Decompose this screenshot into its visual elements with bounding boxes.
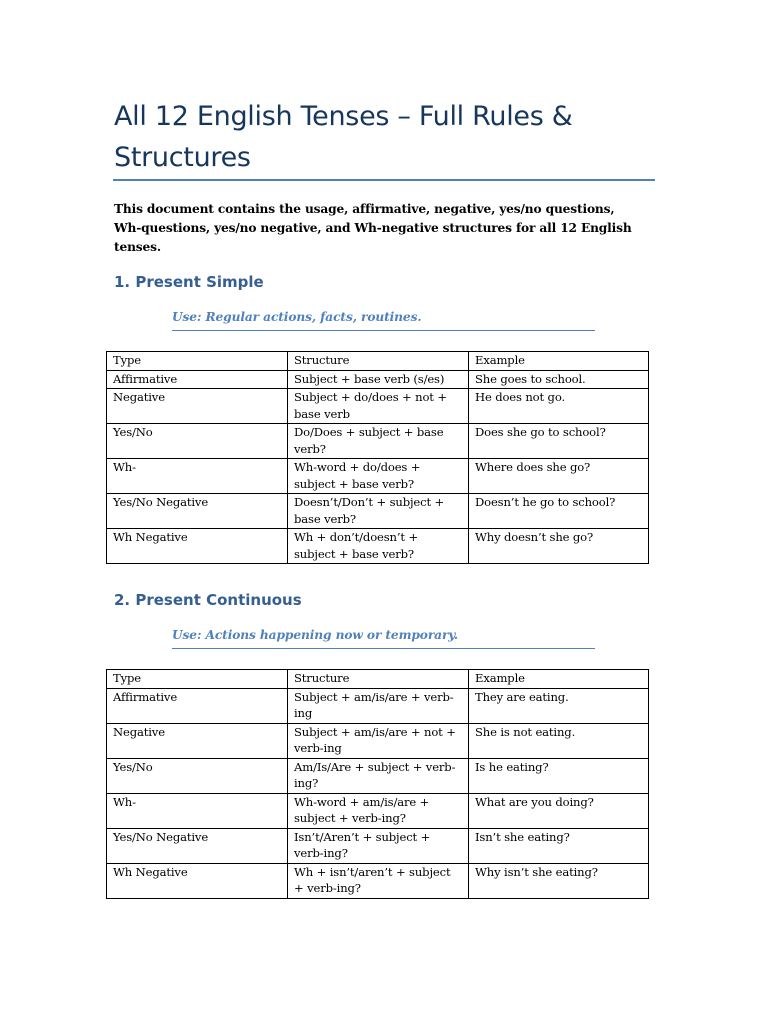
structure-cell: Doesn’t/Don’t + subject + base verb? <box>288 494 469 529</box>
column-header-example: Example <box>469 670 649 689</box>
table-row <box>107 389 649 424</box>
structure-cell: Am/Is/Are + subject + verb-ing? <box>288 758 469 793</box>
table-row <box>107 459 649 494</box>
structure-cell: Subject + base verb (s/es) <box>288 370 469 389</box>
column-header-type: Type <box>107 670 288 689</box>
table-header-row <box>107 670 649 689</box>
type-cell: Yes/No <box>107 424 288 459</box>
structure-cell: Do/Does + subject + base verb? <box>288 424 469 459</box>
column-header-example: Example <box>469 352 649 371</box>
column-header-type: Type <box>107 352 288 371</box>
table-row <box>107 688 649 723</box>
structure-table-present-continuous <box>106 669 649 899</box>
type-cell: Wh Negative <box>107 863 288 898</box>
example-cell: Doesn’t he go to school? <box>469 494 649 529</box>
table-row <box>107 529 649 564</box>
example-cell: He does not go. <box>469 389 649 424</box>
table-row <box>107 370 649 389</box>
type-cell: Affirmative <box>107 688 288 723</box>
example-cell: She goes to school. <box>469 370 649 389</box>
section-heading-present-simple: 1. Present Simple <box>114 273 264 291</box>
type-cell: Negative <box>107 389 288 424</box>
type-cell: Negative <box>107 723 288 758</box>
usage-note-present-simple: Use: Regular actions, facts, routines. <box>172 309 595 331</box>
table-row <box>107 793 649 828</box>
structure-cell: Subject + do/does + not + base verb <box>288 389 469 424</box>
type-cell: Yes/No <box>107 758 288 793</box>
structure-cell: Wh + don’t/doesn’t + subject + base verb? <box>288 529 469 564</box>
example-cell: Why doesn’t she go? <box>469 529 649 564</box>
column-header-structure: Structure <box>288 670 469 689</box>
type-cell: Yes/No Negative <box>107 828 288 863</box>
title-divider <box>113 179 655 181</box>
table-row <box>107 424 649 459</box>
table-row <box>107 758 649 793</box>
column-header-structure: Structure <box>288 352 469 371</box>
structure-cell: Subject + am/is/are + verb-ing <box>288 688 469 723</box>
type-cell: Wh- <box>107 459 288 494</box>
example-cell: Does she go to school? <box>469 424 649 459</box>
structure-cell: Subject + am/is/are + not + verb-ing <box>288 723 469 758</box>
type-cell: Yes/No Negative <box>107 494 288 529</box>
example-cell: Isn’t she eating? <box>469 828 649 863</box>
table-header-row <box>107 352 649 371</box>
intro-paragraph: This document contains the usage, affirmative, negative, yes/no questions, Wh-questions, yes/no negative, and Wh-negative structures for all 12 English tenses. <box>114 202 632 254</box>
table-row <box>107 723 649 758</box>
document-title: All 12 English Tenses – Full Rules & Structures <box>114 101 573 173</box>
example-cell: What are you doing? <box>469 793 649 828</box>
example-cell: Is he eating? <box>469 758 649 793</box>
example-cell: Why isn’t she eating? <box>469 863 649 898</box>
structure-cell: Isn’t/Aren’t + subject + verb-ing? <box>288 828 469 863</box>
table-row <box>107 863 649 898</box>
structure-table-present-simple <box>106 351 649 564</box>
table-row <box>107 828 649 863</box>
usage-note-present-continuous: Use: Actions happening now or temporary. <box>172 627 595 649</box>
section-heading-present-continuous: 2. Present Continuous <box>114 591 302 609</box>
type-cell: Wh- <box>107 793 288 828</box>
type-cell: Affirmative <box>107 370 288 389</box>
structure-cell: Wh-word + am/is/are + subject + verb-ing? <box>288 793 469 828</box>
structure-cell: Wh-word + do/does + subject + base verb? <box>288 459 469 494</box>
example-cell: They are eating. <box>469 688 649 723</box>
example-cell: Where does she go? <box>469 459 649 494</box>
example-cell: She is not eating. <box>469 723 649 758</box>
type-cell: Wh Negative <box>107 529 288 564</box>
table-row <box>107 494 649 529</box>
structure-cell: Wh + isn’t/aren’t + subject + verb-ing? <box>288 863 469 898</box>
